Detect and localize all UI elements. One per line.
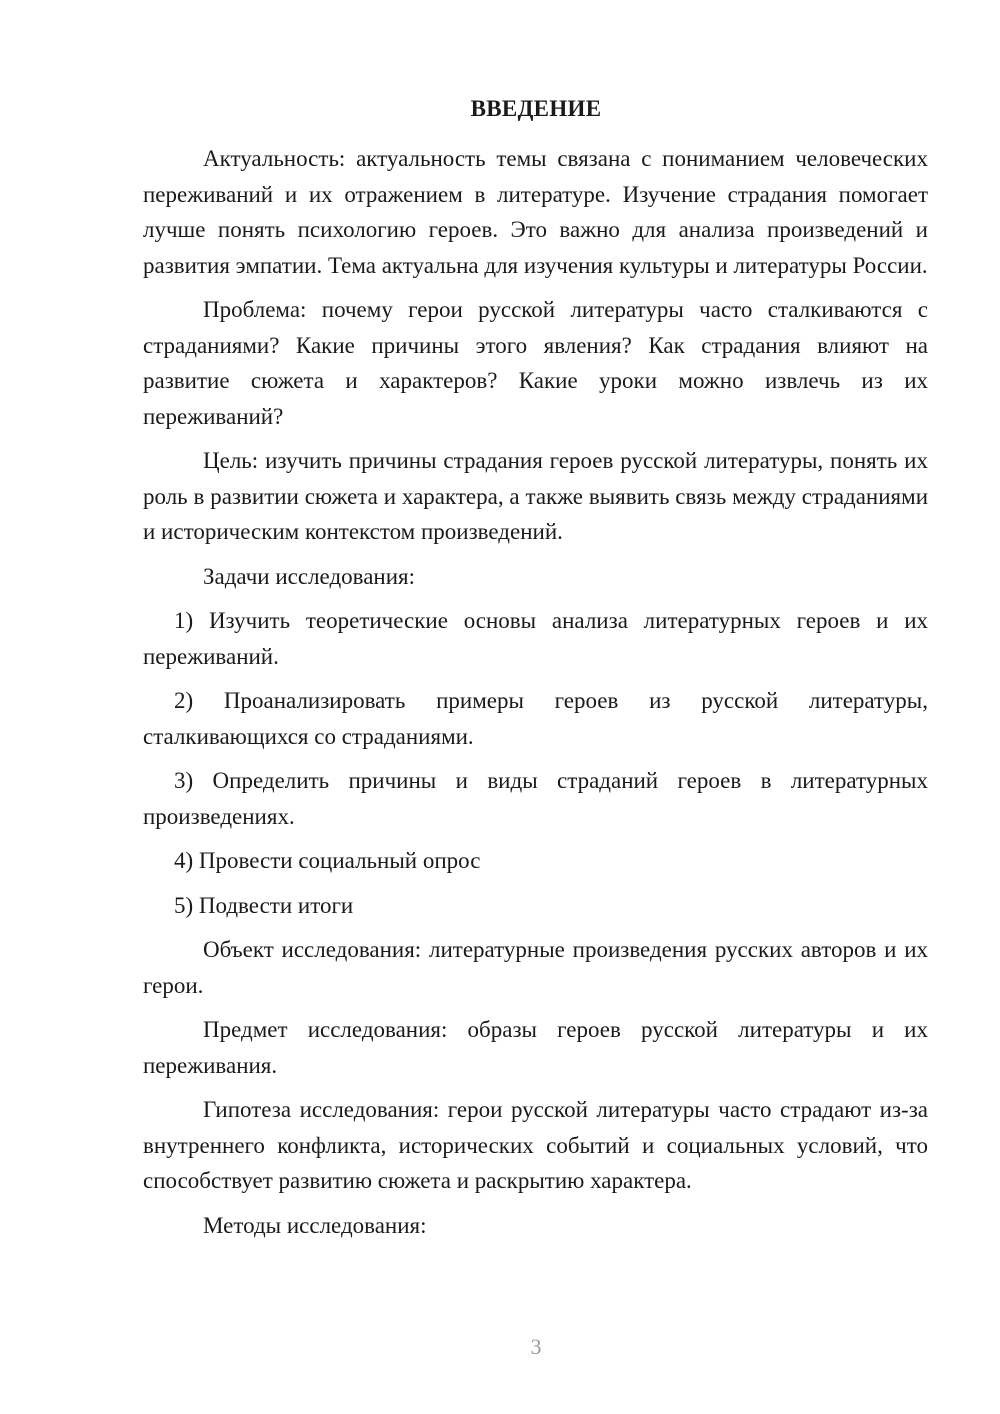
section-title: ВВЕДЕНИЕ [470,96,602,121]
task-item-2: 2) Проанализировать примеры героев из русской литературы, сталкивающихся со страданиями. [143,688,928,749]
task-item-1: 1) Изучить теоретические основы анализа литературных героев и их переживаний. [143,608,928,669]
task-item-5: 5) Подвести итоги [174,892,354,918]
task-item-3: 3) Определить причины и виды страданий героев в литературных произведениях. [143,768,928,829]
relevance-paragraph: Актуальность: актуальность темы связана с пониманием человеческих переживаний и их отражением в литературе. Изучение страдания помогает лучше понять психологию героев. Это важно для анализа произведений и развития эмпатии. Тема актуальна для изучения культуры и литературы России. [143,146,928,278]
research-methods-heading: Методы исследования: [203,1212,427,1238]
research-hypothesis-paragraph: Гипотеза исследования: герои русской литературы часто страдают из-за внутреннего конфликта, исторических событий и социальных условий, что способствует развитию сюжета и раскрытию характера. [143,1097,928,1193]
research-object-paragraph: Объект исследования: литературные произведения русских авторов и их герои. [143,937,928,998]
goal-paragraph: Цель: изучить причины страдания героев русской литературы, понять их роль в развитии сюжета и характера, а также выявить связь между страданиями и историческим контекстом произведений. [143,448,928,544]
document-body [143,141,928,1252]
research-subject-paragraph: Предмет исследования: образы героев русской литературы и их переживания. [143,1017,928,1078]
problem-paragraph: Проблема: почему герои русской литературы часто сталкиваются с страданиями? Какие причины этого явления? Как страдания влияют на развитие сюжета и характеров? Какие уроки можно извлечь из их переживаний? [143,297,928,429]
task-item-4: 4) Провести социальный опрос [174,848,481,873]
page-number: 3 [530,1334,542,1359]
tasks-heading: Задачи исследования: [203,563,416,589]
